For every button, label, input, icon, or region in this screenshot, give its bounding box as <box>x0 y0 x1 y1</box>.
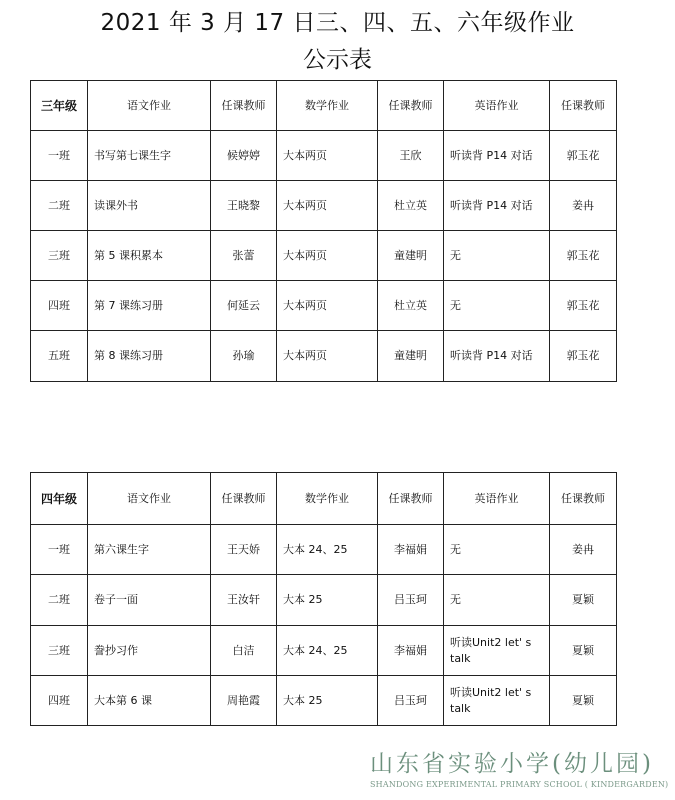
chinese-homework: 卷子一面 <box>88 575 211 626</box>
page-title: 2021 年 3 月 17 日三、四、五、六年级作业 <box>100 10 575 36</box>
english-homework: 听读背 P14 对话 <box>444 181 550 231</box>
chinese-homework: 第 8 课练习册 <box>88 331 211 382</box>
math-homework: 大本两页 <box>277 231 378 281</box>
header-english: 英语作业 <box>444 473 550 525</box>
math-homework: 大本 25 <box>277 676 378 726</box>
chinese-homework: 书写第七课生字 <box>88 131 211 181</box>
header-math: 数学作业 <box>277 473 378 525</box>
chinese-homework: 大本第 6 课 <box>88 676 211 726</box>
chinese-teacher: 王天娇 <box>211 525 277 575</box>
page-subtitle: 公示表 <box>303 47 372 73</box>
english-homework: 无 <box>444 575 550 626</box>
chinese-teacher: 白洁 <box>211 626 277 676</box>
chinese-teacher: 周艳霞 <box>211 676 277 726</box>
english-teacher: 夏颖 <box>550 626 617 676</box>
math-teacher: 李福娟 <box>378 525 444 575</box>
header-teacher: 任课教师 <box>550 473 617 525</box>
grade-label: 四年级 <box>31 473 88 525</box>
header-chinese: 语文作业 <box>88 473 211 525</box>
table-row <box>31 525 617 575</box>
chinese-homework: 第六课生字 <box>88 525 211 575</box>
class-cell: 二班 <box>31 181 88 231</box>
math-homework: 大本两页 <box>277 181 378 231</box>
class-cell: 一班 <box>31 525 88 575</box>
math-homework: 大本 24、25 <box>277 525 378 575</box>
chinese-teacher: 王汝轩 <box>211 575 277 626</box>
header-teacher: 任课教师 <box>211 473 277 525</box>
math-teacher: 杜立英 <box>378 281 444 331</box>
math-teacher: 杜立英 <box>378 181 444 231</box>
class-cell: 三班 <box>31 626 88 676</box>
chinese-homework: 读课外书 <box>88 181 211 231</box>
chinese-teacher: 孙瑜 <box>211 331 277 382</box>
header-teacher: 任课教师 <box>211 81 277 131</box>
english-teacher: 郭玉花 <box>550 281 617 331</box>
math-teacher: 吕玉珂 <box>378 575 444 626</box>
chinese-teacher: 张蕾 <box>211 231 277 281</box>
english-teacher: 郭玉花 <box>550 131 617 181</box>
grade3-table <box>30 80 617 382</box>
chinese-teacher: 候婷婷 <box>211 131 277 181</box>
english-teacher: 姜冉 <box>550 181 617 231</box>
header-math: 数学作业 <box>277 81 378 131</box>
class-cell: 二班 <box>31 575 88 626</box>
table-row <box>31 181 617 231</box>
math-homework: 大本 25 <box>277 575 378 626</box>
school-name-en: SHANDONG EXPERIMENTAL PRIMARY SCHOOL ( KINDERGARDEN) <box>370 780 669 789</box>
table-row <box>31 575 617 626</box>
english-teacher: 夏颖 <box>550 575 617 626</box>
math-teacher: 童建明 <box>378 231 444 281</box>
header-teacher: 任课教师 <box>550 81 617 131</box>
table-row <box>31 331 617 382</box>
english-homework: 听读背 P14 对话 <box>444 331 550 382</box>
math-homework: 大本两页 <box>277 281 378 331</box>
english-teacher: 姜冉 <box>550 525 617 575</box>
english-homework: 听读Unit2 let' s talk <box>444 676 550 726</box>
english-homework: 无 <box>444 231 550 281</box>
english-homework: 听读背 P14 对话 <box>444 131 550 181</box>
table-row <box>31 281 617 331</box>
header-english: 英语作业 <box>444 81 550 131</box>
math-homework: 大本 24、25 <box>277 626 378 676</box>
header-chinese: 语文作业 <box>88 81 211 131</box>
math-teacher: 李福娟 <box>378 626 444 676</box>
table-row <box>31 231 617 281</box>
math-homework: 大本两页 <box>277 331 378 382</box>
class-cell: 四班 <box>31 676 88 726</box>
english-teacher: 夏颖 <box>550 676 617 726</box>
table-header-row <box>31 473 617 525</box>
math-teacher: 吕玉珂 <box>378 676 444 726</box>
chinese-homework: 第 7 课练习册 <box>88 281 211 331</box>
table-row <box>31 626 617 676</box>
english-homework: 听读Unit2 let' s talk <box>444 626 550 676</box>
header-teacher: 任课教师 <box>378 473 444 525</box>
class-cell: 四班 <box>31 281 88 331</box>
grade-label: 三年级 <box>31 81 88 131</box>
english-homework: 无 <box>444 525 550 575</box>
table-header-row <box>31 81 617 131</box>
english-homework: 无 <box>444 281 550 331</box>
math-teacher: 王欣 <box>378 131 444 181</box>
english-teacher: 郭玉花 <box>550 331 617 382</box>
school-name-cn: 山东省实验小学(幼儿园) <box>370 751 654 777</box>
chinese-teacher: 何延云 <box>211 281 277 331</box>
header-teacher: 任课教师 <box>378 81 444 131</box>
english-teacher: 郭玉花 <box>550 231 617 281</box>
class-cell: 五班 <box>31 331 88 382</box>
table-row <box>31 676 617 726</box>
chinese-homework: 誊抄习作 <box>88 626 211 676</box>
math-teacher: 童建明 <box>378 331 444 382</box>
chinese-teacher: 王晓黎 <box>211 181 277 231</box>
school-watermark <box>370 750 670 790</box>
class-cell: 三班 <box>31 231 88 281</box>
math-homework: 大本两页 <box>277 131 378 181</box>
table-row <box>31 131 617 181</box>
grade4-table <box>30 472 617 726</box>
chinese-homework: 第 5 课积累本 <box>88 231 211 281</box>
class-cell: 一班 <box>31 131 88 181</box>
